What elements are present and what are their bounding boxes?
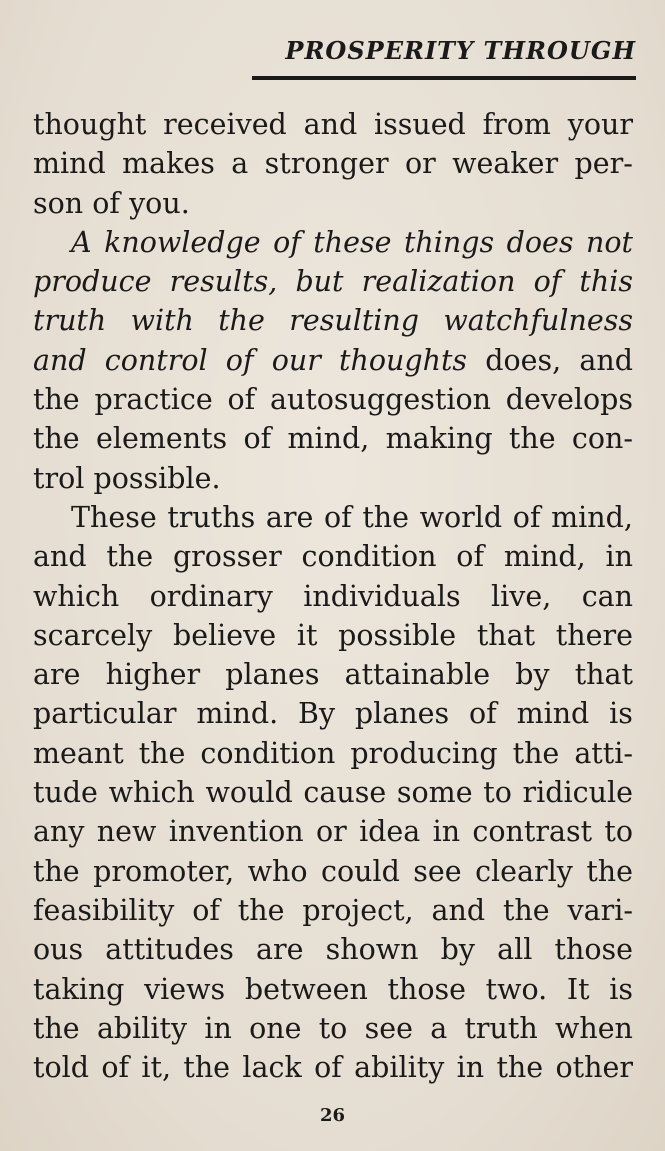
word: of [512,500,541,534]
word: of [273,225,301,259]
word: project, [302,893,414,927]
word: or [315,815,347,849]
text-line [33,223,633,262]
running-header: PROSPERITY THROUGH [285,36,636,65]
word: the [33,422,80,456]
word: see [413,854,462,888]
word: condition [301,540,437,574]
word: is [609,697,633,731]
word: in [432,815,461,849]
word: the [512,736,560,770]
word: the [502,893,550,927]
word: condition [200,736,336,770]
word: ability [96,1011,188,1045]
word: new [96,815,157,849]
word: which [108,776,195,810]
text-line [33,694,633,733]
word: con- [571,422,633,456]
word: ability [354,1051,445,1085]
word: tude [33,776,98,810]
word: mind, [287,422,370,456]
word: control [104,343,208,377]
word: that [476,618,536,652]
word: those [554,933,633,967]
word: in [204,1011,232,1045]
word: from [482,108,551,141]
word: views [144,972,226,1006]
word: produce [33,265,152,299]
word: attainable [344,658,491,692]
word: this [579,265,633,299]
word: practice [94,383,213,417]
text-line [33,341,633,380]
word: is [609,972,633,1006]
word: believe [172,618,277,652]
word: in [456,1051,485,1085]
header-rule [252,76,636,80]
word: develops [505,383,633,417]
word: higher [105,658,201,692]
word: does, [485,343,562,377]
word: one [249,1011,302,1045]
text-line [33,577,633,616]
word: the [138,736,186,770]
text-line [33,852,633,891]
word: of [533,265,562,299]
word: ordinary [149,579,273,613]
word: other [555,1051,633,1085]
text-line [33,734,633,773]
word: these [313,225,392,259]
word: the [362,500,409,534]
word: results, [169,265,278,299]
word: told [33,1051,89,1085]
word: weaker [452,147,559,181]
word: of [92,186,120,220]
word: some [396,776,473,810]
word: between [244,972,368,1006]
text-line [33,970,633,1009]
word: the [106,540,154,574]
word: mind, [551,500,633,534]
word: a [231,147,249,181]
word: can [581,579,633,613]
word: things [403,225,495,259]
text-line [33,184,633,223]
word: grosser [172,540,282,574]
word: issued [373,108,466,141]
word: any [33,815,85,849]
word: thoughts [339,343,468,377]
word: ridicule [522,776,633,810]
word: it [296,618,318,652]
word: By [298,697,336,731]
word: are [265,500,314,534]
word: meant [33,736,124,770]
word: to [318,1011,348,1045]
word: mind [33,147,106,181]
word: would [205,776,293,810]
word: clearly [475,854,573,888]
word: but [295,265,344,299]
word: possible [338,618,457,652]
word: makes [122,147,215,181]
word: and [303,108,358,141]
word: son [33,186,84,220]
word: two. [485,972,548,1006]
text-line [33,419,633,458]
text-line [33,498,633,537]
word: possible. [93,461,221,495]
word: It [566,972,590,1006]
word: the [218,304,265,338]
word: and [579,343,633,377]
page-number: 26 [319,1105,346,1126]
text-line [33,301,633,340]
body-text [33,105,633,1087]
word: mind, [503,540,586,574]
word: truth [33,304,107,338]
word: who [247,854,308,888]
word: particular [33,697,177,731]
word: mind [516,697,590,731]
word: your [567,108,633,141]
word: those [387,972,466,1006]
word: of [314,1051,342,1085]
word: the [508,422,556,456]
word: These [71,500,157,534]
word: scarcely [33,618,153,652]
text-line [33,105,633,144]
word: stronger [264,147,389,181]
word: realization [361,265,516,299]
text-line [33,459,633,498]
word: not [585,225,633,259]
word: it, [141,1051,172,1085]
word: the [33,383,80,417]
word: individuals [303,579,461,613]
word: the [33,1011,80,1045]
word: and [33,343,87,377]
text-line [33,616,633,655]
word: world [419,500,503,534]
word: by [515,658,550,692]
word: could [321,854,400,888]
word: our [271,343,321,377]
word: of [227,383,256,417]
word: the [33,854,80,888]
word: thought [33,108,147,141]
text-line [33,891,633,930]
word: and [33,540,87,574]
word: by [440,933,475,967]
word: the [496,1051,544,1085]
word: shown [325,933,419,967]
word: autosuggestion [269,383,491,417]
word: of [101,1051,130,1085]
word: the [586,854,633,888]
word: see [364,1011,413,1045]
text-line [33,144,633,183]
word: are [255,933,304,967]
text-line [33,1009,633,1048]
word: of [456,540,485,574]
word: to [483,776,512,810]
word: watchfulness [443,304,633,338]
word: vari- [567,893,633,927]
word: in [605,540,633,574]
word: producing [350,736,498,770]
word: resulting [289,304,420,338]
word: which [33,579,120,613]
word: truth [464,1011,538,1045]
word: you. [129,186,190,220]
text-line [33,930,633,969]
word: feasibility [33,893,175,927]
text-line [33,380,633,419]
text-line [33,537,633,576]
word: of [192,893,220,927]
word: or [404,147,436,181]
word: mind. [196,697,279,731]
text-line [33,1048,633,1087]
word: per- [574,147,633,181]
word: and [431,893,486,927]
word: are [33,658,81,692]
word: there [555,618,633,652]
word: the [183,1051,231,1085]
word: to [604,815,633,849]
word: received [163,108,287,141]
word: invention [168,815,304,849]
word: with [130,304,194,338]
word: attitudes [105,933,234,967]
text-line [33,655,633,694]
word: contrast [472,815,593,849]
text-line [33,812,633,851]
word: planes [354,697,450,731]
word: of [243,422,272,456]
word: ous [33,933,84,967]
word: cause [303,776,387,810]
word: trol [33,461,85,495]
word: planes [225,658,320,692]
word: truths [167,500,256,534]
word: live, [491,579,552,613]
word: the [237,893,285,927]
word: of [323,500,352,534]
word: when [554,1011,633,1045]
word: knowledge [104,225,261,259]
text-line [33,262,633,301]
word: of [468,697,497,731]
word: making [385,422,493,456]
word: promoter, [93,854,235,888]
word: does [506,225,574,259]
word: idea [359,815,421,849]
word: elements [95,422,228,456]
word: that [574,658,633,692]
word: taking [33,972,125,1006]
word: of [225,343,254,377]
word: a [430,1011,448,1045]
word: A [71,225,92,259]
word: atti- [574,736,633,770]
word: lack [242,1051,302,1085]
word: all [497,933,533,967]
text-line [33,773,633,812]
